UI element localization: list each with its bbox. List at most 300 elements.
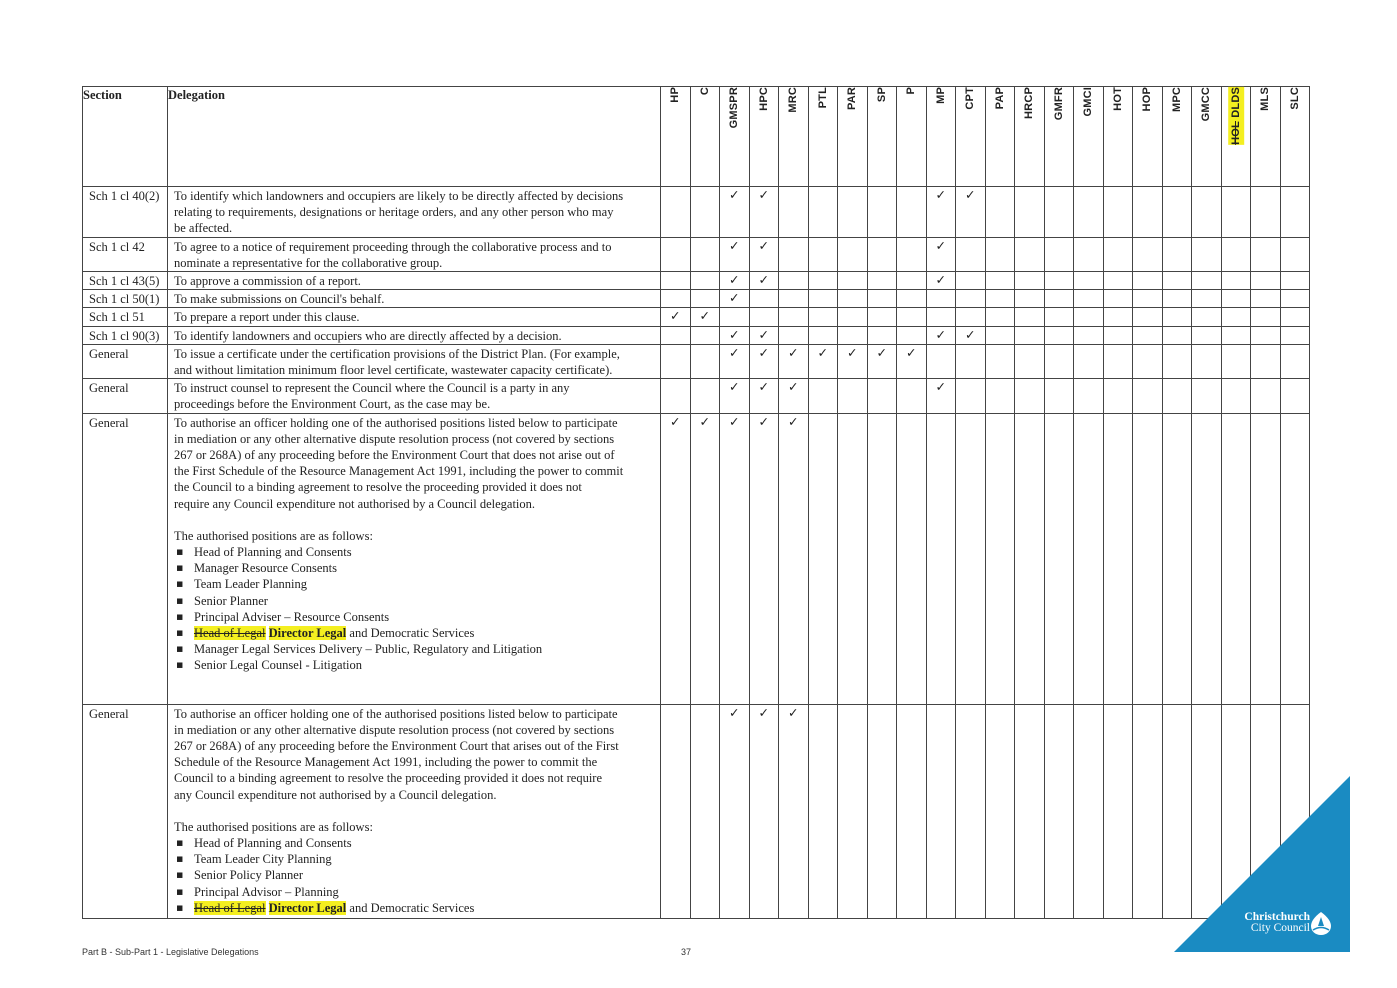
- role-header-hot: [1103, 87, 1133, 187]
- position-text: Senior Planner: [194, 593, 268, 608]
- role-label-text: MPC: [1170, 87, 1183, 113]
- empty-cell: [985, 413, 1015, 704]
- empty-cell: [867, 326, 897, 344]
- empty-cell: [956, 344, 986, 378]
- empty-cell: [956, 704, 986, 918]
- empty-cell: [1162, 413, 1192, 704]
- empty-cell: [838, 237, 868, 271]
- empty-cell: [1162, 326, 1192, 344]
- section-cell: Sch 1 cl 40(2): [83, 187, 168, 238]
- check-mark-icon: ✓: [749, 704, 779, 918]
- role-label-text: CPT: [964, 87, 977, 110]
- empty-cell: [808, 237, 838, 271]
- empty-cell: [1044, 379, 1074, 413]
- empty-cell: [985, 290, 1015, 308]
- empty-cell: [1074, 326, 1104, 344]
- position-text: Head of Planning and Consents: [194, 836, 352, 851]
- role-header-label: [1110, 87, 1126, 111]
- empty-cell: [985, 308, 1015, 326]
- check-mark-icon: ✓: [690, 413, 720, 704]
- section-column-header: Section: [83, 87, 168, 187]
- role-label-text: GMCI: [1082, 87, 1095, 117]
- empty-cell: [1162, 187, 1192, 238]
- empty-cell: [1251, 326, 1281, 344]
- empty-cell: [956, 272, 986, 290]
- role-header-label: [933, 87, 949, 104]
- empty-cell: [808, 379, 838, 413]
- authorised-positions-list: [174, 544, 656, 674]
- section-cell: Sch 1 cl 90(3): [83, 326, 168, 344]
- role-label-text: C: [698, 87, 711, 96]
- table-row: [83, 326, 1310, 344]
- check-mark-icon: ✓: [779, 704, 809, 918]
- list-item: [174, 560, 656, 576]
- empty-cell: [1162, 308, 1192, 326]
- empty-cell: [1280, 187, 1310, 238]
- cathedral-spire-icon: [1309, 911, 1333, 937]
- check-mark-icon: ✓: [661, 413, 691, 704]
- delegation-line: 267 or 268A) of any proceeding before the Environment Court that arises out of the First: [174, 739, 619, 754]
- delegation-line: To issue a certificate under the certification provisions of the District Plan. (For example,: [174, 346, 620, 361]
- role-header-mls: [1251, 87, 1281, 187]
- empty-cell: [956, 290, 986, 308]
- empty-cell: [1103, 704, 1133, 918]
- role-header-pap: [985, 87, 1015, 187]
- empty-cell: [661, 272, 691, 290]
- empty-cell: [897, 326, 927, 344]
- role-label-text: PTL: [816, 87, 829, 109]
- positions-intro: The authorised positions are as follows:: [174, 819, 373, 834]
- check-mark-icon: ✓: [779, 379, 809, 413]
- table-row: [83, 237, 1310, 271]
- empty-cell: [838, 308, 868, 326]
- role-header-label: [697, 87, 713, 95]
- empty-cell: [897, 704, 927, 918]
- page-number: 37: [681, 947, 692, 957]
- empty-cell: [1221, 379, 1251, 413]
- role-header-c: [690, 87, 720, 187]
- empty-cell: [1162, 379, 1192, 413]
- empty-cell: [897, 379, 927, 413]
- role-label-text: GMFR: [1052, 87, 1065, 121]
- empty-cell: [1221, 272, 1251, 290]
- empty-cell: [1280, 308, 1310, 326]
- position-text: Team Leader City Planning: [194, 852, 332, 867]
- role-header-label: [844, 87, 860, 110]
- empty-cell: [867, 237, 897, 271]
- list-item: [174, 835, 656, 851]
- empty-cell: [1015, 308, 1045, 326]
- position-text: Senior Policy Planner: [194, 868, 304, 883]
- list-item: [174, 641, 656, 657]
- empty-cell: [1044, 413, 1074, 704]
- table-row: [83, 187, 1310, 238]
- section-cell: General: [83, 379, 168, 413]
- check-mark-icon: ✓: [956, 326, 986, 344]
- empty-cell: [808, 187, 838, 238]
- empty-cell: [808, 413, 838, 704]
- empty-cell: [690, 326, 720, 344]
- check-mark-icon: ✓: [838, 344, 868, 378]
- role-label-text: GMCC: [1200, 87, 1213, 122]
- empty-cell: [1044, 344, 1074, 378]
- section-cell: General: [83, 704, 168, 918]
- list-item: [174, 657, 656, 673]
- empty-cell: [956, 237, 986, 271]
- empty-cell: [1280, 237, 1310, 271]
- empty-cell: [1074, 379, 1104, 413]
- empty-cell: [808, 290, 838, 308]
- empty-cell: [1133, 379, 1163, 413]
- check-mark-icon: ✓: [749, 413, 779, 704]
- empty-cell: [1192, 187, 1222, 238]
- table-row: [83, 344, 1310, 378]
- check-mark-icon: ✓: [926, 272, 956, 290]
- section-cell: General: [83, 344, 168, 378]
- role-label-text: PAR: [846, 87, 859, 111]
- empty-cell: [1221, 237, 1251, 271]
- role-header-label: [1139, 87, 1155, 111]
- role-label-text: MLS: [1259, 87, 1272, 111]
- empty-cell: [1044, 308, 1074, 326]
- check-mark-icon: ✓: [926, 187, 956, 238]
- empty-cell: [1015, 704, 1045, 918]
- role-header-mpc: [1162, 87, 1192, 187]
- delegation-line: To instruct counsel to represent the Council where the Council is a party in any: [174, 381, 570, 396]
- position-text: Head of Planning and Consents: [194, 545, 352, 560]
- section-cell: Sch 1 cl 51: [83, 308, 168, 326]
- position-text: and Democratic Services: [349, 626, 475, 641]
- delegation-line: any Council expenditure not authorised by a Council delegation.: [174, 787, 497, 802]
- empty-cell: [838, 290, 868, 308]
- role-header-label: [726, 87, 742, 128]
- empty-cell: [1133, 308, 1163, 326]
- role-header-hop: [1133, 87, 1163, 187]
- list-item: [174, 593, 656, 609]
- delegation-line: To prepare a report under this clause.: [174, 310, 360, 325]
- delegation-line: To agree to a notice of requirement proceeding through the collaborative process and to: [174, 239, 612, 254]
- role-header-label: [1287, 87, 1303, 110]
- empty-cell: [1103, 187, 1133, 238]
- role-label-text: SP: [875, 87, 888, 103]
- empty-cell: [1221, 344, 1251, 378]
- empty-cell: [956, 413, 986, 704]
- empty-cell: [926, 704, 956, 918]
- empty-cell: [1280, 344, 1310, 378]
- delegation-cell: [168, 272, 661, 290]
- empty-cell: [1192, 290, 1222, 308]
- empty-cell: [808, 326, 838, 344]
- empty-cell: [867, 272, 897, 290]
- empty-cell: [1103, 237, 1133, 271]
- role-label-text: MRC: [787, 87, 800, 113]
- check-mark-icon: ✓: [720, 413, 750, 704]
- table-row: [83, 308, 1310, 326]
- delegation-line: be affected.: [174, 221, 233, 236]
- empty-cell: [1162, 344, 1192, 378]
- empty-cell: [897, 413, 927, 704]
- delegation-line: Schedule of the Resource Management Act 1991, including the power to commit the: [174, 755, 598, 770]
- role-label-text: SLC: [1288, 87, 1301, 110]
- empty-cell: [956, 308, 986, 326]
- position-text: Principal Adviser – Resource Consents: [194, 609, 390, 624]
- empty-cell: [1044, 187, 1074, 238]
- role-header-mrc: [779, 87, 809, 187]
- empty-cell: [1074, 272, 1104, 290]
- empty-cell: [661, 237, 691, 271]
- role-header-label: [667, 87, 683, 103]
- empty-cell: [897, 187, 927, 238]
- empty-cell: [690, 704, 720, 918]
- role-header-label: [1257, 87, 1273, 111]
- empty-cell: [779, 290, 809, 308]
- check-mark-icon: ✓: [661, 308, 691, 326]
- empty-cell: [661, 344, 691, 378]
- section-cell: General: [83, 413, 168, 704]
- empty-cell: [985, 379, 1015, 413]
- empty-cell: [1192, 237, 1222, 271]
- check-mark-icon: ✓: [720, 704, 750, 918]
- empty-cell: [1221, 413, 1251, 704]
- empty-cell: [985, 344, 1015, 378]
- empty-cell: [1133, 237, 1163, 271]
- check-mark-icon: ✓: [779, 413, 809, 704]
- position-text: Manager Legal Services Delivery – Public, Regulatory and Litigation: [194, 642, 543, 657]
- empty-cell: [661, 379, 691, 413]
- empty-cell: [690, 379, 720, 413]
- delegation-cell: [168, 704, 661, 918]
- empty-cell: [1192, 344, 1222, 378]
- empty-cell: [661, 290, 691, 308]
- empty-cell: [1015, 290, 1045, 308]
- empty-cell: [749, 290, 779, 308]
- role-label-text: HOT: [1111, 87, 1124, 111]
- empty-cell: [779, 237, 809, 271]
- empty-cell: [1133, 272, 1163, 290]
- check-mark-icon: ✓: [720, 290, 750, 308]
- empty-cell: [1251, 290, 1281, 308]
- empty-cell: [1133, 187, 1163, 238]
- role-header-sp: [867, 87, 897, 187]
- role-header-gmfr: [1044, 87, 1074, 187]
- role-label-text: P: [905, 87, 918, 95]
- check-mark-icon: ✓: [749, 379, 779, 413]
- table-row: [83, 413, 1310, 704]
- empty-cell: [720, 308, 750, 326]
- empty-cell: [690, 290, 720, 308]
- role-header-label: [1228, 87, 1244, 145]
- delegation-line: To approve a commission of a report.: [174, 274, 361, 289]
- empty-cell: [690, 187, 720, 238]
- empty-cell: [1044, 290, 1074, 308]
- empty-cell: [867, 704, 897, 918]
- role-header-hrcp: [1015, 87, 1045, 187]
- empty-cell: [838, 326, 868, 344]
- empty-cell: [1103, 290, 1133, 308]
- section-cell: Sch 1 cl 43(5): [83, 272, 168, 290]
- empty-cell: [838, 413, 868, 704]
- empty-cell: [1074, 413, 1104, 704]
- check-mark-icon: ✓: [749, 272, 779, 290]
- role-header-label: [1080, 87, 1096, 117]
- delegation-cell: [168, 290, 661, 308]
- role-header-cpt: [956, 87, 986, 187]
- role-label-text: MP: [934, 87, 947, 104]
- role-label-text: HRCP: [1023, 87, 1036, 119]
- empty-cell: [1251, 237, 1281, 271]
- role-header-par: [838, 87, 868, 187]
- check-mark-icon: ✓: [926, 237, 956, 271]
- check-mark-icon: ✓: [749, 344, 779, 378]
- role-header-label: [785, 87, 801, 113]
- empty-cell: [867, 290, 897, 308]
- position-text: Manager Resource Consents: [194, 561, 338, 576]
- empty-cell: [1133, 290, 1163, 308]
- empty-cell: [1162, 237, 1192, 271]
- empty-cell: [926, 413, 956, 704]
- role-header-label: [1198, 87, 1214, 121]
- empty-cell: [985, 237, 1015, 271]
- check-mark-icon: ✓: [897, 344, 927, 378]
- empty-cell: [897, 290, 927, 308]
- empty-cell: [808, 272, 838, 290]
- empty-cell: [1103, 272, 1133, 290]
- empty-cell: [1074, 187, 1104, 238]
- empty-cell: [1015, 187, 1045, 238]
- empty-cell: [1192, 379, 1222, 413]
- empty-cell: [690, 272, 720, 290]
- check-mark-icon: ✓: [926, 326, 956, 344]
- empty-cell: [926, 308, 956, 326]
- empty-cell: [985, 326, 1015, 344]
- empty-cell: [661, 326, 691, 344]
- empty-cell: [1133, 704, 1163, 918]
- check-mark-icon: ✓: [720, 379, 750, 413]
- position-text: Team Leader Planning: [194, 577, 307, 592]
- delegation-line: nominate a representative for the collaborative group.: [174, 255, 443, 270]
- delegation-line: the First Schedule of the Resource Management Act 1991, including the power to commit: [174, 464, 624, 479]
- empty-cell: [1044, 704, 1074, 918]
- footer-document-title: Part B - Sub-Part 1 - Legislative Delegations: [82, 947, 259, 957]
- empty-cell: [897, 272, 927, 290]
- empty-cell: [1251, 413, 1281, 704]
- check-mark-icon: ✓: [867, 344, 897, 378]
- empty-cell: [838, 272, 868, 290]
- empty-cell: [1162, 290, 1192, 308]
- check-mark-icon: ✓: [720, 237, 750, 271]
- delegation-line: proceedings before the Environment Court, as the case may be.: [174, 397, 491, 412]
- delegation-cell: [168, 413, 661, 704]
- empty-cell: [1251, 344, 1281, 378]
- delegation-cell: [168, 308, 661, 326]
- empty-cell: [1103, 344, 1133, 378]
- list-item: [174, 576, 656, 592]
- role-header-p: [897, 87, 927, 187]
- empty-cell: [838, 379, 868, 413]
- empty-cell: [867, 379, 897, 413]
- role-label-text: HPC: [757, 87, 770, 111]
- empty-cell: [956, 379, 986, 413]
- empty-cell: [661, 704, 691, 918]
- position-text: Senior Legal Counsel - Litigation: [194, 658, 363, 673]
- delegation-line: require any Council expenditure not authorised by a Council delegation.: [174, 496, 536, 511]
- delegation-line: in mediation or any other alternative dispute resolution process (not covered by sections: [174, 431, 615, 446]
- position-text: Principal Advisor – Planning: [194, 884, 339, 899]
- empty-cell: [1074, 344, 1104, 378]
- empty-cell: [1192, 272, 1222, 290]
- highlighted-position-text: Director Legal: [268, 626, 347, 641]
- role-label-text: HOP: [1141, 87, 1154, 112]
- check-mark-icon: ✓: [749, 326, 779, 344]
- role-header-gmci: [1074, 87, 1104, 187]
- empty-cell: [1015, 413, 1045, 704]
- empty-cell: [1044, 237, 1074, 271]
- role-header-label: [874, 87, 890, 102]
- role-header-gmspr: [720, 87, 750, 187]
- list-item: [174, 544, 656, 560]
- empty-cell: [1221, 308, 1251, 326]
- empty-cell: [867, 308, 897, 326]
- list-item: [174, 851, 656, 867]
- delegation-line: 267 or 268A) of any proceeding before the Environment Court that does not arise out of: [174, 448, 615, 463]
- check-mark-icon: ✓: [720, 187, 750, 238]
- check-mark-icon: ✓: [808, 344, 838, 378]
- empty-cell: [808, 704, 838, 918]
- empty-cell: [1133, 413, 1163, 704]
- list-item: [174, 625, 656, 641]
- council-logo-text: [1230, 912, 1310, 934]
- empty-cell: [1074, 308, 1104, 326]
- delegation-cell: [168, 187, 661, 238]
- check-mark-icon: ✓: [720, 272, 750, 290]
- empty-cell: [1280, 326, 1310, 344]
- empty-cell: [1280, 290, 1310, 308]
- role-header-label: [815, 87, 831, 108]
- role-label-text: DLDS: [1229, 87, 1242, 118]
- check-mark-icon: ✓: [690, 308, 720, 326]
- role-header-label: [1021, 87, 1037, 119]
- empty-cell: [897, 237, 927, 271]
- struck-role-label: HOL: [1229, 121, 1242, 145]
- empty-cell: [1044, 326, 1074, 344]
- empty-cell: [985, 187, 1015, 238]
- empty-cell: [1015, 272, 1045, 290]
- empty-cell: [1221, 187, 1251, 238]
- table-row: [83, 704, 1310, 918]
- role-label-text: PAP: [993, 87, 1006, 110]
- empty-cell: [1074, 704, 1104, 918]
- list-item: [174, 867, 656, 883]
- empty-cell: [985, 704, 1015, 918]
- delegation-line: To authorise an officer holding one of the authorised positions listed below to participate: [174, 706, 618, 721]
- empty-cell: [1221, 326, 1251, 344]
- empty-cell: [1133, 326, 1163, 344]
- empty-cell: [1103, 326, 1133, 344]
- role-header-label: [1051, 87, 1067, 120]
- empty-cell: [867, 413, 897, 704]
- authorised-positions-list: [174, 835, 656, 916]
- role-header-hpc: [749, 87, 779, 187]
- empty-cell: [779, 326, 809, 344]
- positions-intro: The authorised positions are as follows:: [174, 528, 373, 543]
- check-mark-icon: ✓: [956, 187, 986, 238]
- position-text: and Democratic Services: [349, 900, 475, 915]
- check-mark-icon: ✓: [749, 237, 779, 271]
- empty-cell: [1280, 413, 1310, 704]
- empty-cell: [1015, 237, 1045, 271]
- delegation-line: To identify which landowners and occupiers are likely to be directly affected by decisions: [174, 189, 624, 203]
- empty-cell: [1074, 290, 1104, 308]
